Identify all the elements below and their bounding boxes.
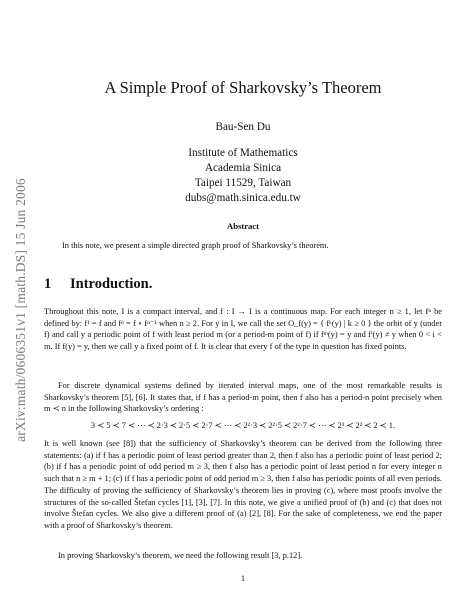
paper-title: A Simple Proof of Sharkovsky’s Theorem — [104, 78, 382, 97]
paragraph-result: In proving Sharkovsky’s theorem, we need the following result [3, p.12]. — [58, 551, 303, 560]
paragraph-sufficiency: It is well known (see [8]) that the sufficiency of Sharkovsky’s theorem can be derived from the following three statements: (a) if f has a periodic point of least period greater than 2, then f also has a periodic point of least period 2; (b) if f has a periodic point of odd period m ≥ 3, then f also has a periodic point of least period n for every integer n such that n ≥ m + 1; (c) if f has a periodic point of odd period m ≥ 3, then f also has periodic points of all even periods. The difficulty of proving the sufficiency of Sharkovsky’s theorem lies in proving (c), where most proofs involve the structures of the so-called Štefan cycles [1], [3], [7]. In this note, we give a unified proof of (b) and (c) that does not involve Štefan cycles. We also give a different proof of (a) [2], [8]. For the sake of completeness, we end the paper with a proof of Sharkovsky’s theorem. — [44, 439, 442, 530]
section-number: 1 — [44, 276, 52, 292]
author-block — [44, 120, 442, 206]
sharkovsky-ordering: 3 ≺ 5 ≺ 7 ≺ ⋯ ≺ 2·3 ≺ 2·5 ≺ 2·7 ≺ ⋯ ≺ 2²·3 ≺ 2²·5 ≺ 2²·7 ≺ ⋯ ≺ 2³ ≺ 2² ≺ 2 ≺ 1. — [90, 421, 396, 430]
affiliation-institute: Institute of Mathematics — [188, 147, 298, 159]
arxiv-identifier: arXiv:math/0606351v1 [math.DS] 15 Jun 2006 — [13, 178, 29, 442]
section-heading — [44, 276, 152, 293]
arxiv-stamp — [8, 120, 34, 500]
page-number: 1 — [240, 574, 246, 583]
abstract-text: In this note, we present a simple directed graph proof of Sharkovsky’s theorem. — [62, 241, 329, 250]
abstract-heading: Abstract — [227, 221, 259, 231]
affiliation-academy: Academia Sinica — [204, 162, 282, 174]
paragraph-definitions: Throughout this note, I is a compact interval, and f : I → I is a continuous map. For each integer n ≥ 1, let fⁿ be defined by: f¹ = f and fⁿ = f ∘ fⁿ⁻¹ when n ≥ 2. For y in I, we call the set O_f(y) = { fᵏ(y) | k ≥ 0 } the orbit of y (under f) and call y a periodic point of f with least period m (or a period-m point of f) if fᵐ(y) = y and fⁱ(y) ≠ y when 0 < i < m. If f(y) = y, then we call y a fixed point of f. It is clear that every f of the type in question has fixed points. — [44, 307, 442, 352]
section-title: Introduction. — [70, 276, 153, 292]
author-name: Bau-Sen Du — [215, 121, 271, 133]
affiliation-address: Taipei 11529, Taiwan — [194, 177, 292, 189]
author-email: dubs@math.sinica.edu.tw — [185, 192, 301, 204]
paragraph-sharkovsky-theorem: For discrete dynamical systems defined by iterated interval maps, one of the most remarkable results is Sharkovsky’s theorem [5], [6]. It states that, if f has a period-m point, then f also has a period-n point precisely when m ≺ n in the following Sharkovsky’s ordering : — [44, 381, 442, 414]
